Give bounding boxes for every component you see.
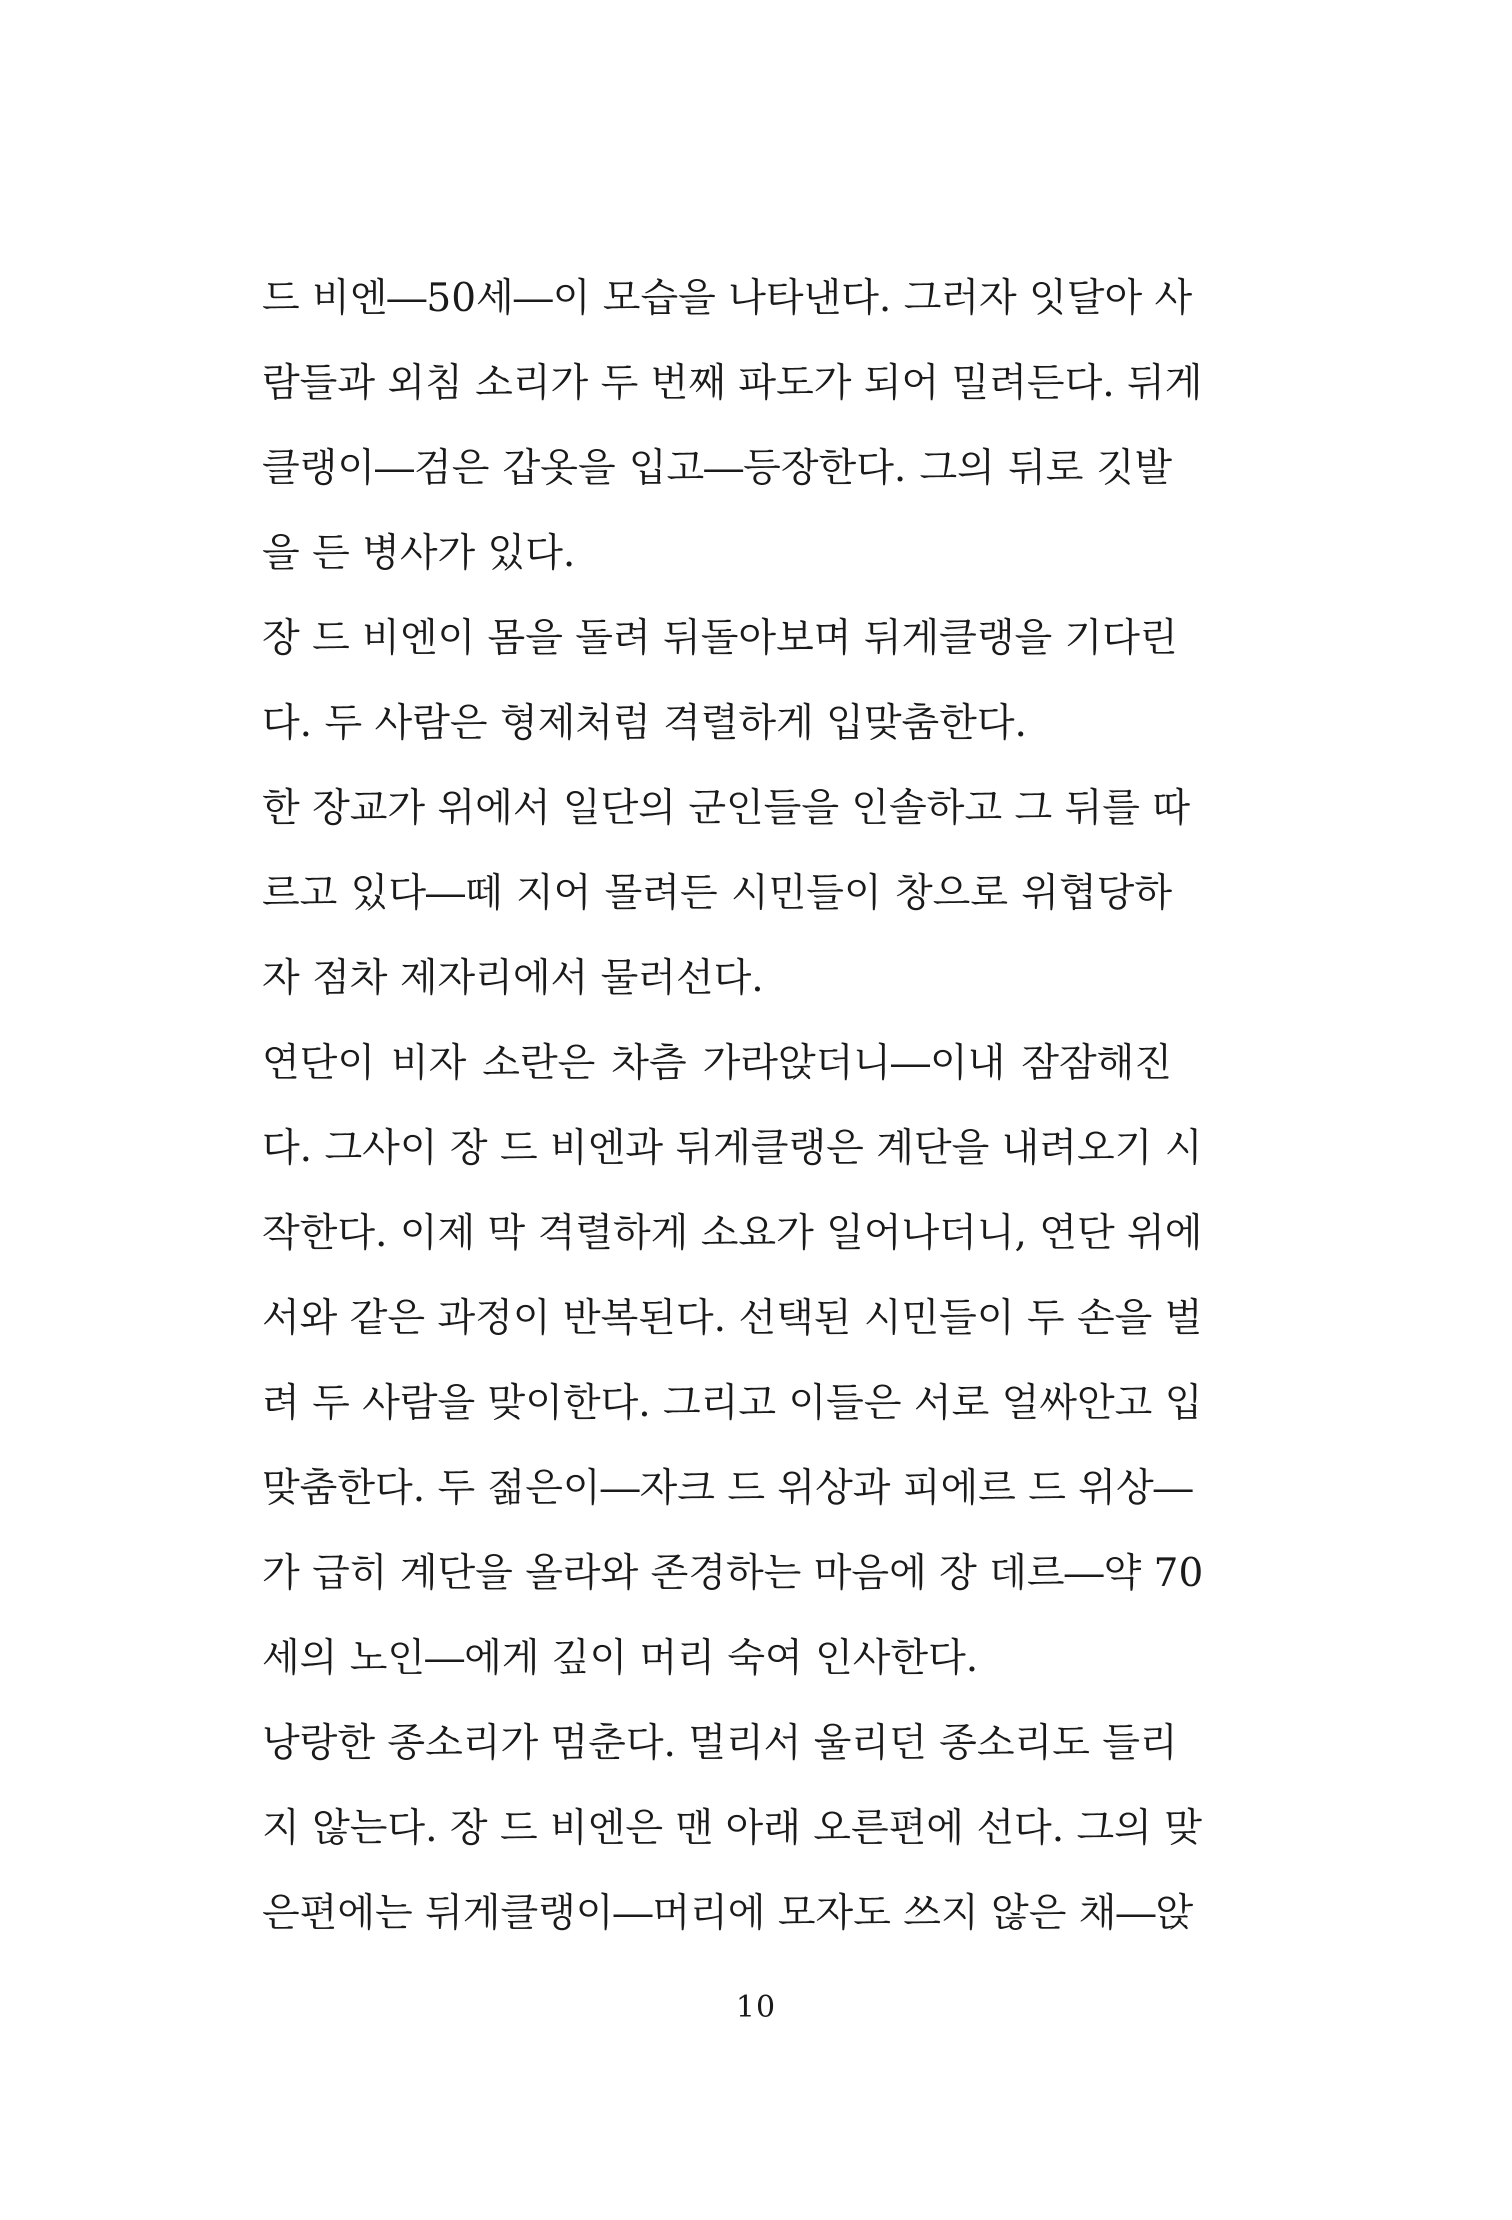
paragraph-2: [262, 596, 1178, 766]
text-line: 클랭이―검은 갑옷을 입고―등장한다. 그의 뒤로 깃발: [262, 446, 1172, 491]
paragraph-5: [262, 1701, 1202, 1956]
text-line: 자 점차 제자리에서 물러선다.: [262, 956, 764, 1001]
text-line: 은편에는 뒤게클랭이―머리에 모자도 쓰지 않은 채―앉: [262, 1891, 1194, 1936]
text-line: 을 든 병사가 있다.: [262, 531, 576, 576]
text-line: 가 급히 계단을 올라와 존경하는 마음에 장 데르―약 70: [262, 1551, 1204, 1596]
body-text: [262, 256, 1204, 1956]
text-line: 지 않는다. 장 드 비엔은 맨 아래 오른편에 선다. 그의 맞: [262, 1806, 1202, 1851]
text-line: 한 장교가 위에서 일단의 군인들을 인솔하고 그 뒤를 따: [262, 786, 1191, 831]
text-line: 드 비엔―50세―이 모습을 나타낸다. 그러자 잇달아 사: [262, 276, 1193, 321]
text-line: 르고 있다―떼 지어 몰려든 시민들이 창으로 위협당하: [262, 871, 1172, 916]
text-line: 다. 두 사람은 형제처럼 격렬하게 입맞춤한다.: [262, 701, 1027, 746]
text-line: 장 드 비엔이 몸을 돌려 뒤돌아보며 뒤게클랭을 기다린: [262, 616, 1178, 661]
text-line: 려 두 사람을 맞이한다. 그리고 이들은 서로 얼싸안고 입: [262, 1381, 1203, 1426]
text-line: 람들과 외침 소리가 두 번째 파도가 되어 밀려든다. 뒤게: [262, 361, 1203, 406]
text-line: 낭랑한 종소리가 멈춘다. 멀리서 울리던 종소리도 들리: [262, 1721, 1178, 1766]
text-line: 다. 그사이 장 드 비엔과 뒤게클랭은 계단을 내려오기 시: [262, 1126, 1203, 1171]
text-line: 세의 노인―에게 깊이 머리 숙여 인사한다.: [262, 1636, 979, 1681]
text-line: 맞춤한다. 두 젊은이―자크 드 위상과 피에르 드 위상―: [262, 1466, 1193, 1511]
paragraph-1: [262, 256, 1203, 596]
text-line: 연단이 비자 소란은 차츰 가라앉더니―이내 잠잠해진: [262, 1041, 1172, 1086]
text-line: 서와 같은 과정이 반복된다. 선택된 시민들이 두 손을 벌: [262, 1296, 1203, 1341]
page-number: 10: [735, 1990, 777, 2025]
text-line: 작한다. 이제 막 격렬하게 소요가 일어나더니, 연단 위에: [262, 1211, 1203, 1256]
paragraph-3: [262, 766, 1191, 1021]
paragraph-4: [262, 1021, 1204, 1701]
